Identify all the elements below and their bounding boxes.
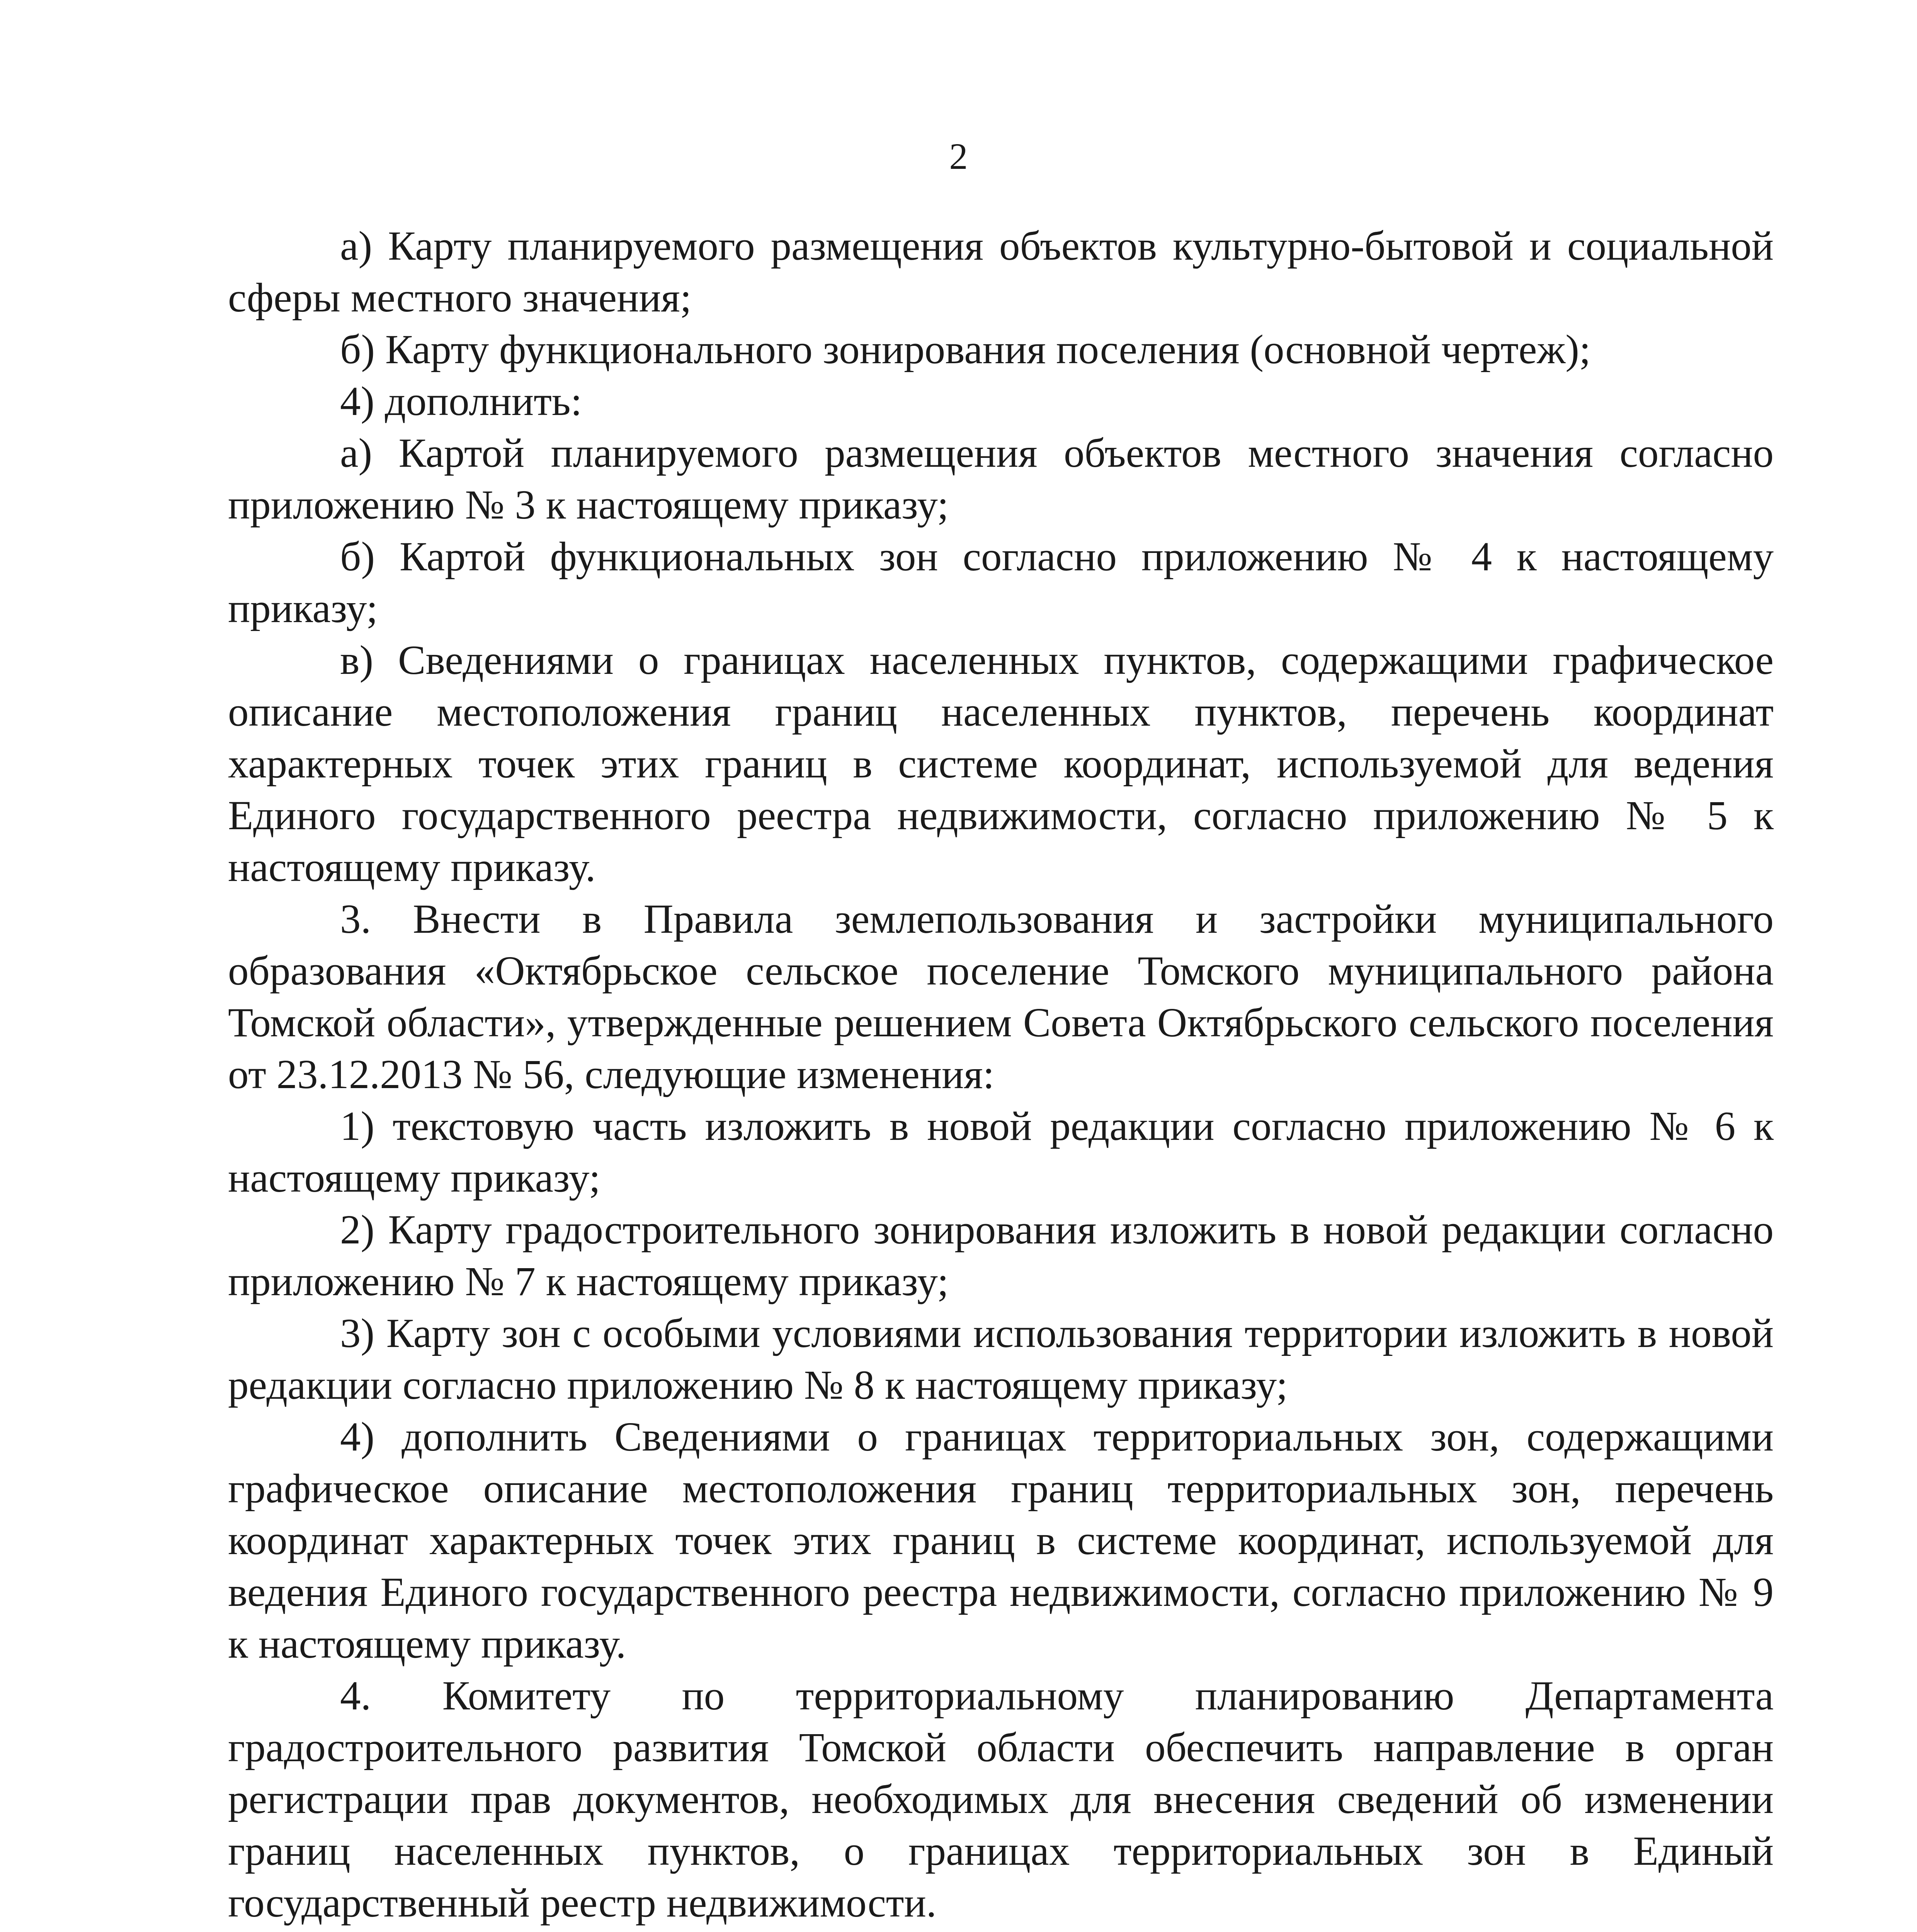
page-number: 2 bbox=[949, 136, 968, 177]
paragraph: 4) дополнить: bbox=[340, 379, 582, 424]
paragraph: 1) текстовую часть изложить в новой редакции согласно приложению № 6 к настоящему приказу; bbox=[228, 1104, 1774, 1201]
paragraph: в) Сведениями о границах населенных пунктов, содержащими графическое описание местоположения границ населенных пунктов, перечень координат характерных точек этих границ в системе координат, используемой для ведения Единого государственного реестра недвижимости, согласно приложению № 5 к настоящему приказу. bbox=[228, 638, 1774, 890]
paragraph: б) Картой функциональных зон согласно приложению № 4 к настоящему приказу; bbox=[228, 534, 1774, 631]
paragraph: 3) Карту зон с особыми условиями использования территории изложить в новой редакции согласно приложению № 8 к настоящему приказу; bbox=[228, 1311, 1774, 1408]
document-body bbox=[228, 220, 1774, 1932]
paragraph: 3. Внести в Правила землепользования и застройки муниципального образования «Октябрьское сельское поселение Томского муниципального района Томской области», утвержденные решением Совета Октябрьского сельского поселения от 23.12.2013 № 56, следующие изменения: bbox=[228, 896, 1774, 1097]
paragraph: 4. Комитету по территориальному планированию Департамента градостроительного развития Томской области обеспечить направление в орган регистрации прав документов, необходимых для внесения сведений об изменении границ населенных пунктов, о границах территориальных зон в Единый государственный реестр недвижимости. bbox=[228, 1673, 1774, 1926]
paragraph: 4) дополнить Сведениями о границах территориальных зон, содержащими графическое описание местоположения границ территориальных зон, перечень координат характерных точек этих границ в системе координат, используемой для ведения Единого государственного реестра недвижимости, согласно приложению № 9 к настоящему приказу. bbox=[228, 1414, 1774, 1667]
paragraph: а) Карту планируемого размещения объектов культурно-бытовой и социальной сферы местного значения; bbox=[228, 223, 1774, 321]
paragraph: 2) Карту градостроительного зонирования изложить в новой редакции согласно приложению № 7 к настоящему приказу; bbox=[228, 1207, 1774, 1304]
paragraph: а) Картой планируемого размещения объектов местного значения согласно приложению № 3 к настоящему приказу; bbox=[228, 430, 1774, 528]
paragraph bbox=[228, 1929, 1774, 1932]
paragraph: б) Карту функционального зонирования поселения (основной чертеж); bbox=[340, 327, 1591, 372]
